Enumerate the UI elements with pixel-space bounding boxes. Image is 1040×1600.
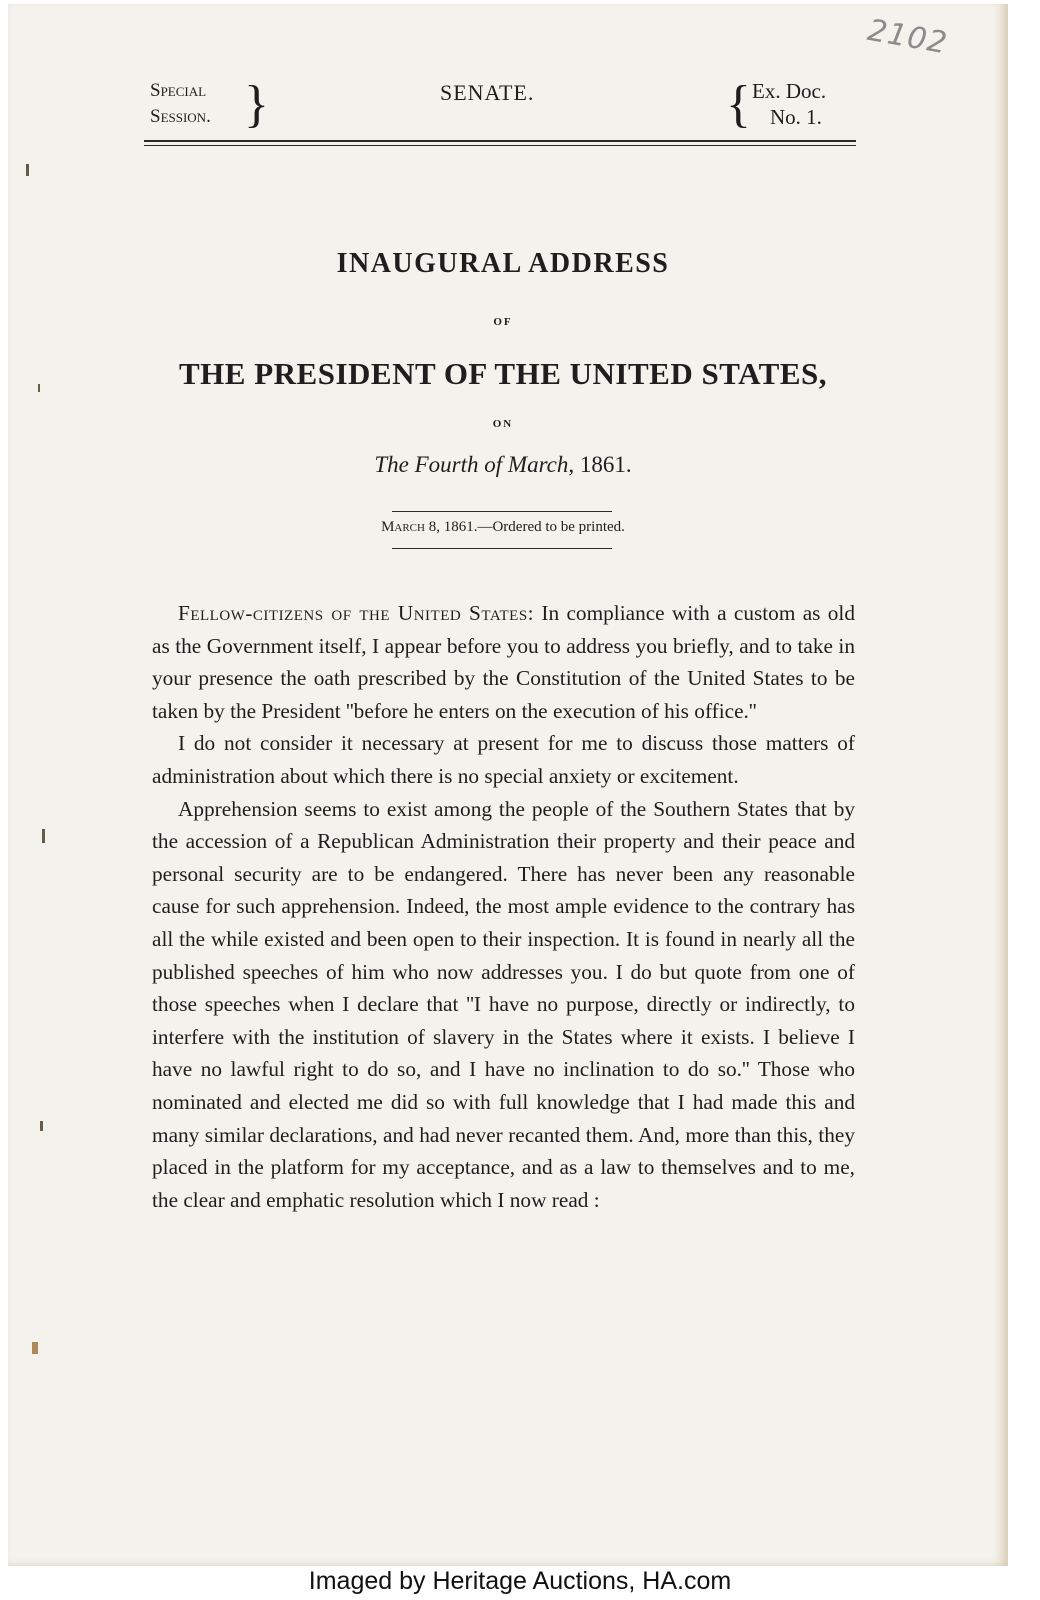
paragraph-1: [152, 597, 855, 727]
header-doc-number: [752, 78, 862, 130]
document-title: INAUGURAL ADDRESS: [336, 248, 670, 279]
title-on: ON: [492, 418, 514, 430]
ordered-month: March: [381, 519, 425, 535]
salutation: Fellow-citizens of the United States:: [178, 601, 535, 625]
address-date-year: 1861.: [574, 452, 632, 477]
address-date: [150, 452, 856, 478]
address-date-italic: The Fourth of March,: [374, 452, 575, 477]
header-right-line2: No. 1.: [770, 105, 822, 129]
page-edge-mark: [42, 829, 45, 843]
image-credit: Imaged by Heritage Auctions, HA.com: [308, 1567, 732, 1595]
page-edge-mark: [32, 1342, 38, 1354]
pencil-annotation: 2102: [864, 12, 951, 62]
brace-open-icon: {: [726, 76, 751, 133]
ordered-rule-bottom: [392, 548, 612, 549]
brace-close-icon: }: [244, 76, 269, 133]
address-body: [152, 597, 855, 1216]
paragraph-2: I do not consider it necessary at present for me to discuss those matters of administration about which there is no special anxiety or excitement.: [152, 731, 855, 788]
page-edge-mark: [40, 1121, 43, 1131]
document-subject: THE PRESIDENT OF THE UNITED STATES,: [178, 356, 828, 391]
ordered-to-print: [150, 519, 856, 536]
header-senate: SENATE.: [440, 80, 535, 105]
page-edge-mark: [26, 164, 29, 176]
ordered-rule-top: [392, 511, 612, 512]
paragraph-3: Apprehension seems to exist among the people of the Southern States that by the accession of a Republican Administration their property and their peace and personal security are to be endangered. There has never been any reasonable cause for such apprehension. Indeed, the most ample evidence to the contrary has all the while existed and been open to their inspection. It is found in nearly all the published speeches of him who now addresses you. I do but quote from one of those speeches when I declare that ''I have no purpose, directly or indirectly, to interfere with the institution of slavery in the States where it exists. I believe I have no lawful right to do so, and I have no inclination to do so.'' Those who nominated and elected me did so with full knowledge that I had made this and many similar declarations, and had never recanted them. And, more than this, they placed in the platform for my acceptance, and as a law to themselves and to me, the clear and emphatic resolution which I now read :: [152, 796, 855, 1212]
header-left-line2: Session.: [150, 106, 211, 127]
ordered-rest: 8, 1861.—Ordered to be printed.: [424, 519, 625, 535]
header-right-line1: Ex. Doc.: [752, 79, 827, 103]
header-rule: [144, 140, 856, 146]
header-left-line1: Special: [150, 80, 207, 101]
paragraph-1-text: In compliance with a custom as old as the Government itself, I appear before you to address you briefly, and to take in your presence the oath prescribed by the Constitution of the United States to be taken by the President ''before he enters on the execution of his office.'': [152, 601, 855, 723]
page-edge: [993, 4, 1007, 1566]
page-edge-mark: [38, 384, 40, 392]
title-of: OF: [493, 316, 513, 328]
